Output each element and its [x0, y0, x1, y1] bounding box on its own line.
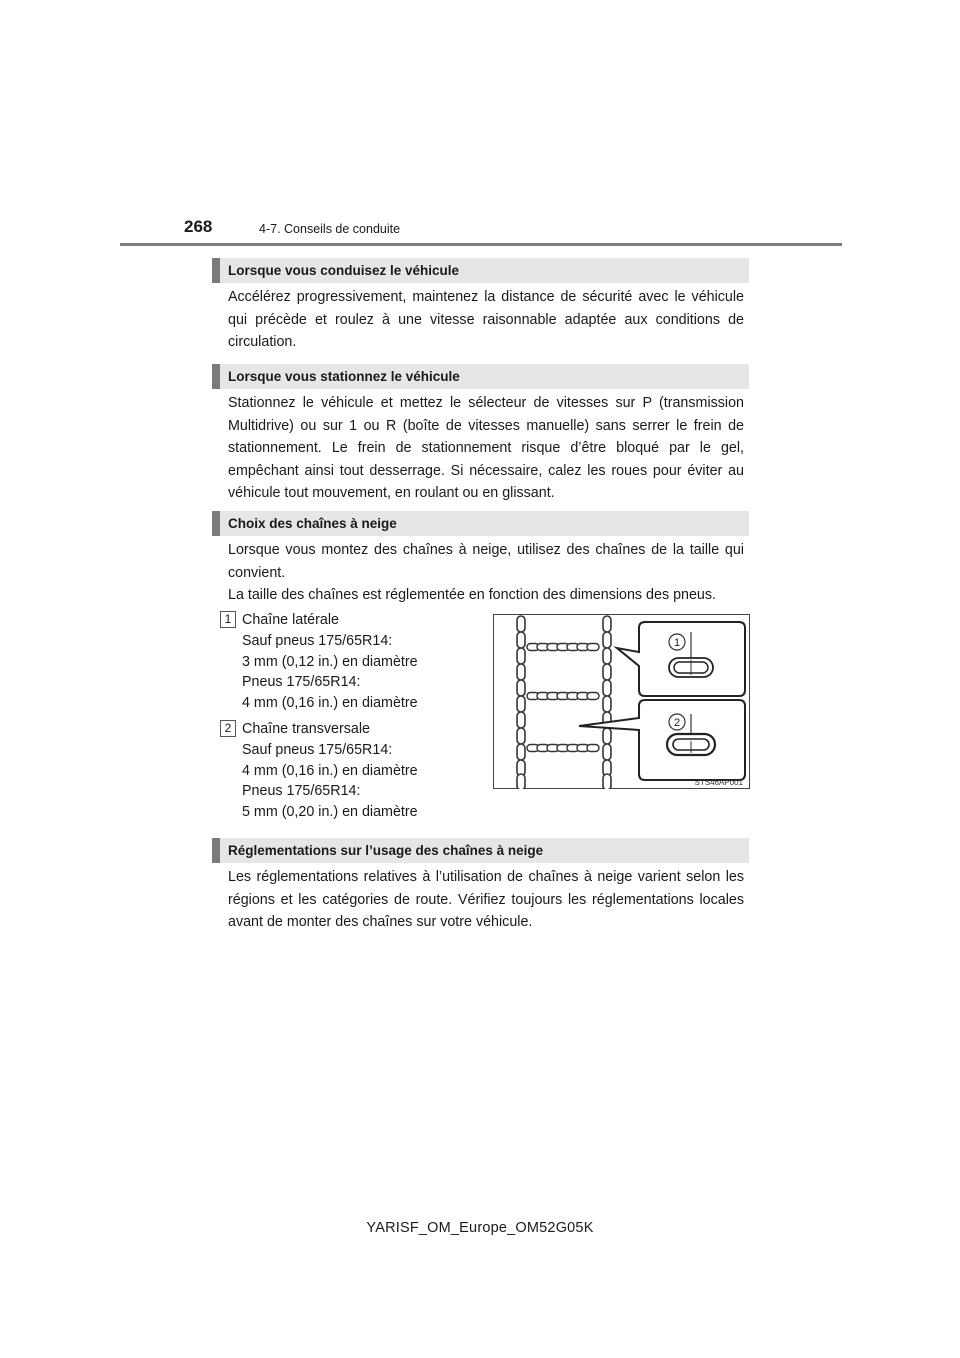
figure-code: STS46AP001 — [694, 778, 743, 787]
heading-parking: Lorsque vous stationnez le véhicule — [212, 364, 749, 389]
page-number: 268 — [184, 217, 213, 236]
heading-chain-regulations: Réglementations sur l’usage des chaînes à neige — [212, 838, 749, 863]
spec-number: 2 — [220, 720, 236, 737]
side-chain-right — [603, 616, 611, 789]
heading-chain-choice: Choix des chaînes à neige — [212, 511, 749, 536]
cross-chain-middle — [527, 693, 599, 700]
side-chain-left — [517, 616, 525, 789]
spec-line: 5 mm (0,20 in.) en diamètre — [242, 804, 418, 821]
paragraph-driving: Accélérez progressivement, maintenez la distance de sécurité avec le véhicule qui précède et roulez à une vitesse raisonnable adaptée aux conditions de circulation. — [228, 289, 744, 350]
paragraph-chain-size: La taille des chaînes est réglementée en fonction des dimensions des pneus. — [228, 587, 716, 603]
spec-lines — [242, 610, 482, 714]
header-divider — [120, 243, 842, 246]
footer-doc-id: YARISF_OM_Europe_OM52G05K — [366, 1220, 594, 1236]
spec-line: Chaîne latérale — [242, 612, 339, 628]
paragraph-parking: Stationnez le véhicule et mettez le sélecteur de vitesses sur P (transmission Multidrive) ou sur 1 ou R (boîte de vitesses manuelle) sans serrer le frein de stationnement. Le frein de stationnement risque d’être bloqué par le gel, empêchant ainsi tout desserrage. Si nécessaire, calez les roues pour éviter au véhicule tout mouvement, en roulant ou en glissant. — [228, 395, 744, 501]
cross-chain-top — [527, 644, 599, 651]
spec-number: 1 — [220, 611, 236, 628]
spec-line: Pneus 175/65R14: — [242, 674, 361, 691]
spec-line: 4 mm (0,16 in.) en diamètre — [242, 762, 418, 779]
spec-line: Chaîne transversale — [242, 721, 370, 737]
snow-chain-figure — [493, 614, 750, 789]
paragraph-chain-regulations: Les réglementations relatives à l’utilisation de chaînes à neige varient selon les régions et les catégories de route. Vérifiez toujours les réglementations locales avant de monter des chaînes sur votre véhicule. — [228, 869, 744, 930]
callout-2-label: 2 — [673, 717, 681, 729]
callout-1-label: 1 — [673, 637, 681, 649]
cross-chain-bottom — [527, 745, 599, 752]
spec-line: 3 mm (0,12 in.) en diamètre — [242, 653, 418, 670]
spec-line: 4 mm (0,16 in.) en diamètre — [242, 695, 418, 712]
spec-line: Sauf pneus 175/65R14: — [242, 741, 393, 758]
heading-driving: Lorsque vous conduisez le véhicule — [212, 258, 749, 283]
section-title: 4-7. Conseils de conduite — [259, 222, 401, 236]
paragraph-chain-choice: Lorsque vous montez des chaînes à neige, utilisez des chaînes de la taille qui convient. — [228, 542, 744, 581]
spec-lines — [242, 719, 482, 823]
spec-line: Sauf pneus 175/65R14: — [242, 632, 393, 649]
spec-line: Pneus 175/65R14: — [242, 783, 361, 800]
snow-chain-illustration — [493, 614, 750, 789]
